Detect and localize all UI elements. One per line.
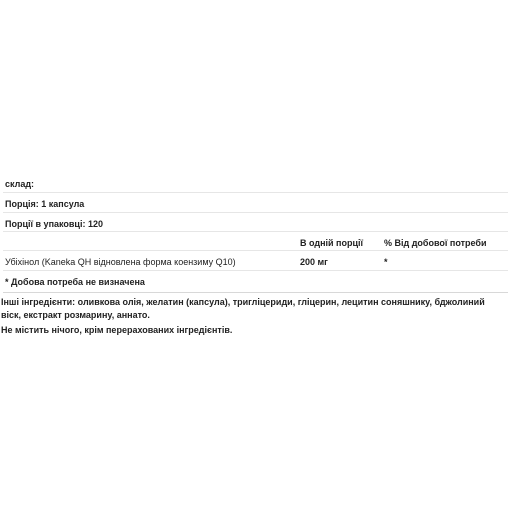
- servings-per-package: Порції в упаковці: 120: [5, 219, 103, 229]
- per-serving-header: В одній порції: [300, 238, 364, 248]
- daily-value-footnote: * Добова потреба не визначена: [5, 277, 145, 287]
- serving-size-row: [3, 193, 508, 213]
- facts-header-row: [3, 232, 508, 251]
- facts-title-row: [3, 172, 508, 193]
- supplement-facts-table: [0, 172, 512, 293]
- servings-per-package-row: [3, 213, 508, 232]
- serving-size: Порція: 1 капсула: [5, 199, 85, 209]
- other-ingredients: Інші інгредієнти: оливкова олія, желатин (капсула), тригліцериди, гліцерин, лецитин соняшнику, бджолиний віск, екстракт розмарину, аннато.: [1, 297, 485, 320]
- daily-value-header: % Від добової потреби: [384, 238, 487, 248]
- ingredient-amount: 200 мг: [300, 257, 328, 267]
- contains-nothing-note: Не містить нічого, крім перерахованих інгредієнтів.: [1, 325, 233, 335]
- facts-title: склад:: [5, 179, 35, 189]
- ingredient-row: [3, 251, 508, 271]
- ingredient-daily-value: *: [384, 257, 388, 267]
- ingredient-name: Убіхінол (Kaneka QH відновлена форма коензиму Q10): [5, 257, 236, 267]
- footnote-row: [3, 271, 508, 293]
